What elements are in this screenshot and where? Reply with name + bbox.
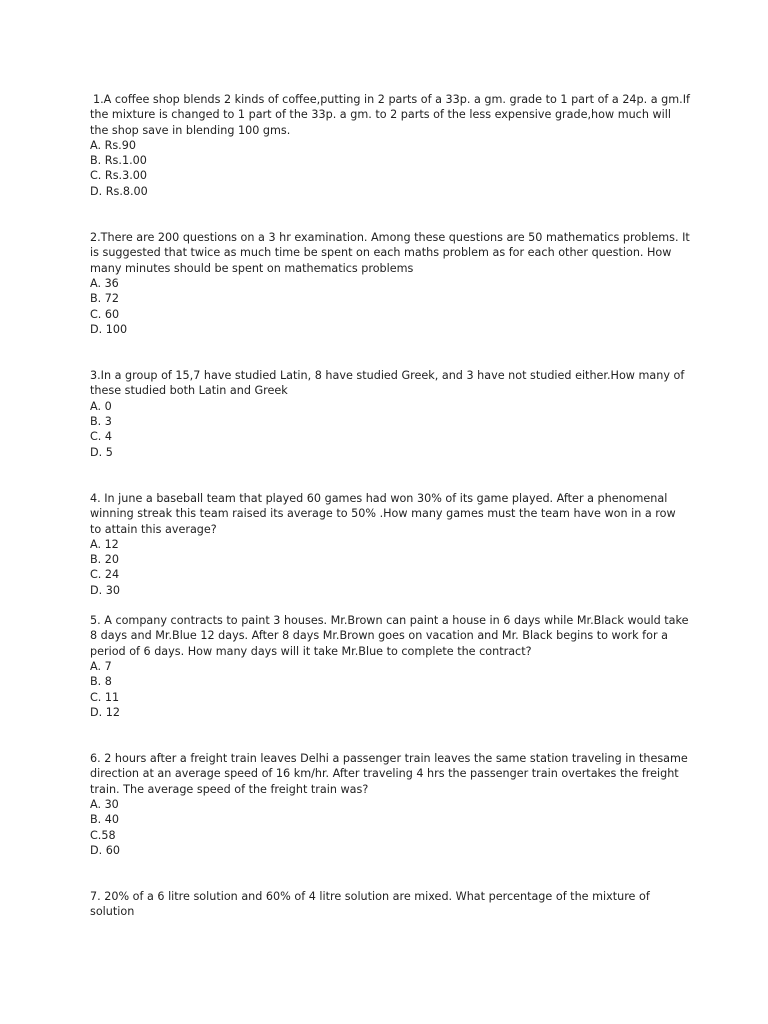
question-text: 7. 20% of a 6 litre solution and 60% of 4 litre solution are mixed. What percentage of the mixture of solution [90,890,650,919]
option-c: C. Rs.3.00 [90,169,147,183]
option-d: D. 5 [90,445,113,459]
option-a: A. 36 [90,276,119,290]
option-c: C. 24 [90,568,120,582]
option-c: C. 60 [90,307,120,321]
option-c: C.58 [90,828,116,842]
option-a: A. 0 [90,399,112,413]
option-c: C. 4 [90,430,113,444]
question-3 [90,368,690,460]
option-d: D. Rs.8.00 [90,184,148,198]
option-b: B. 20 [90,553,120,567]
question-text: 6. 2 hours after a freight train leaves Delhi a passenger train leaves the same station traveling in thesame direction at an average speed of 16 km/hr. After traveling 4 hrs the passenger train overtakes the freight train. The average speed of the freight train was? [90,752,688,796]
option-b: B. Rs.1.00 [90,154,147,168]
question-5 [90,613,690,720]
option-b: B. 40 [90,813,120,827]
question-text: 1.A coffee shop blends 2 kinds of coffee,putting in 2 parts of a 33p. a gm. grade to 1 part of a 24p. a gm.If the mixture is changed to 1 part of the 33p. a gm. to 2 parts of the less expensive grade,how much will the shop save in blending 100 gms. [90,93,690,137]
option-b: B. 8 [90,675,112,689]
option-a: A. 30 [90,797,119,811]
options-list [90,276,690,337]
question-text: 4. In june a baseball team that played 60 games had won 30% of its game played. After a phenomenal winning streak this team raised its average to 50% .How many games must the team have won in a row to attain this average? [90,491,676,536]
options-list [90,659,690,720]
question-1 [90,92,690,199]
question-4 [90,491,690,598]
option-a: A. Rs.90 [90,138,136,152]
option-a: A. 12 [90,537,119,551]
options-list [90,399,690,460]
option-a: A. 7 [90,659,112,673]
options-list [90,138,690,199]
question-text: 5. A company contracts to paint 3 houses. Mr.Brown can paint a house in 6 days while Mr.Black would take 8 days and Mr.Blue 12 days. After 8 days Mr.Brown goes on vacation and Mr. Black begins to work for a period of 6 days. How many days will it take Mr.Blue to complete the contract? [90,614,689,658]
option-b: B. 3 [90,415,112,429]
option-b: B. 72 [90,292,120,306]
question-text: 2.There are 200 questions on a 3 hr examination. Among these questions are 50 mathematics problems. It is suggested that twice as much time be spent on each maths problem as for each other question. How many minutes should be spent on mathematics problems [90,231,690,275]
option-d: D. 30 [90,583,120,597]
option-d: D. 100 [90,322,128,336]
option-d: D. 60 [90,843,120,857]
option-c: C. 11 [90,690,120,704]
question-2 [90,230,690,337]
option-d: D. 12 [90,705,120,719]
options-list [90,797,690,858]
question-text: 3.In a group of 15,7 have studied Latin, 8 have studied Greek, and 3 have not studied either.How many of these studied both Latin and Greek [90,369,685,398]
document-page [90,92,690,920]
question-6 [90,751,690,858]
options-list [90,537,690,598]
question-7 [90,889,690,920]
